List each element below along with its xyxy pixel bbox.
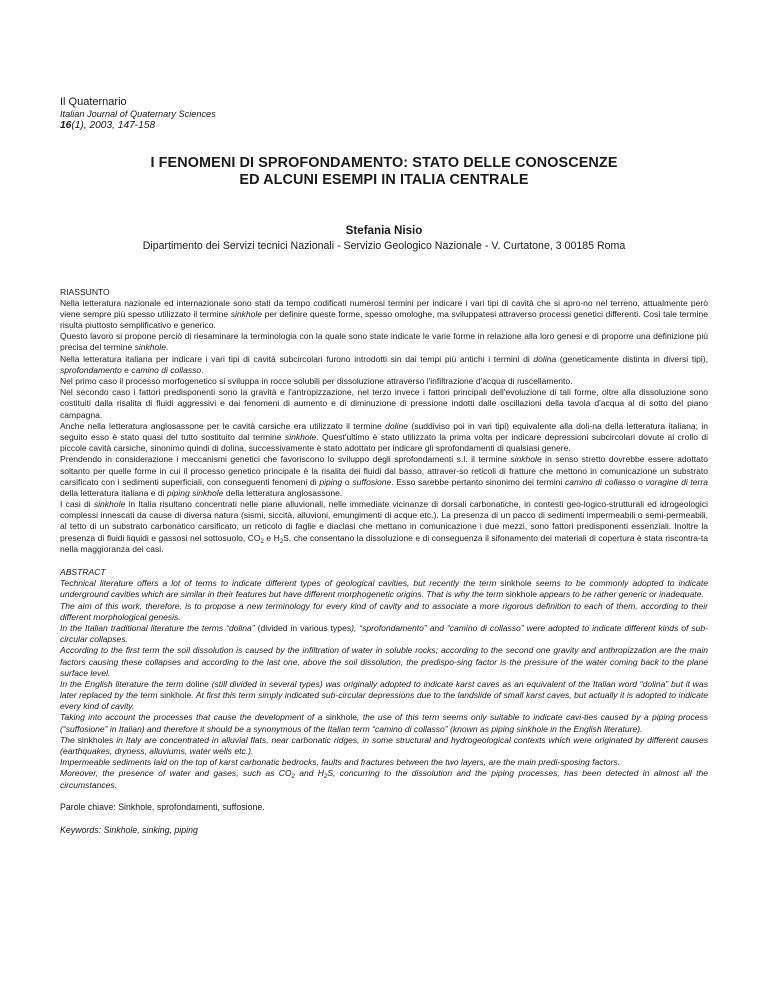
keywords-english: Keywords: Sinkhole, sinking, piping xyxy=(60,824,198,835)
riassunto-paragraph-3: Nella letteratura italiana per indicare i vari tipi di cavità subcircolari furono introdotti sin dai tempi più antichi i termini di dolina (geneticamente distinta in diversi tipi), sprofondamento e camino di collasso. xyxy=(60,353,708,375)
paper-title-line-2: ED ALCUNI ESEMPI IN ITALIA CENTRALE xyxy=(239,172,529,188)
journal-issue-pages: (1), 2003, 147-158 xyxy=(71,120,156,131)
riassunto-paragraph-1: Nella letteratura nazionale ed internazionale sono stati da tempo codificati numerosi termini per indicare i vari tipi di cavità che si apro-no nel terreno, attualmente però viene sempre più spesso utilizzato il termine sinkhole per definire queste forme, spesso omologhe, ma sviluppatesi attraverso processi genetici differenti. Così tale termine risulta piuttosto semplificativo e generico. xyxy=(60,297,708,331)
riassunto-heading: RIASSUNTO xyxy=(60,286,110,297)
journal-volume: 16 xyxy=(60,120,72,131)
author-affiliation: Dipartimento dei Servizi tecnici Nazionali - Servizio Geologico Nazionale - V. Curtatone, 3 00185 Roma xyxy=(142,239,626,252)
paper-title xyxy=(60,155,708,190)
riassunto-paragraph-6: Anche nella letteratura anglosassone per le cavità carsiche era utilizzato il termine doline (suddiviso poi in vari tipi) equivalente alla doli-na della letteratura italiana; in seguito esso è stato quasi del tutto sostituito dal termine sinkhole. Quest'ultimo è stato utilizzato la prima volta per indicare depressioni subcircolari dovute al crollo di piccole cavità carsiche, sinonimo quindi di dolina, successivamente è stato adottato per indicare gli sprofondamenti di qualsiasi genere. xyxy=(60,420,708,454)
abstract-paragraph-2: The aim of this work, therefore, is to propose a new terminology for every kind of cavity and to associate a more rigorous definition to each of them, according to their different morphological genesis. xyxy=(60,600,708,622)
abstract-heading: ABSTRACT xyxy=(60,567,106,577)
abstract-paragraph-7: The sinkholes in Italy are concentrated in alluvial flats, near carbonatic ridges, in some structural and hydrogeological contexts which were originated by different causes (earthquakes, dryness, alluviums, water wells etc.). xyxy=(60,734,708,756)
paper-title-line-1: I FENOMENI DI SPROFONDAMENTO: STATO DELLE CONOSCENZE xyxy=(150,154,618,171)
author-name: Stefania Nisio xyxy=(345,223,423,237)
abstract-paragraph-8: Impermeable sediments laid on the top of karst carbonatic bedrocks, faults and fractures between the two layers, are the main predi-sposing factors. xyxy=(60,757,621,768)
abstract-section xyxy=(60,567,708,791)
abstract-paragraph-1: Technical literature offers a lot of terms to indicate different types of geological cavities, but recently the term sinkhole seems to be commonly adopted to indicate underground cavities which are similar in their features but have different morphogenetic origins. That is why the term sinkhole appears to be rather generic or inadequate. xyxy=(60,578,708,600)
riassunto-paragraph-4: Nel primo caso il processo morfogenetico si sviluppa in rocce solubili per dissoluzione attraverso l'infiltrazione d'acqua di ruscellamento. xyxy=(60,376,573,386)
abstract-paragraph-3: In the Italian traditional literature the terms “dolina” (divided in various types), “sprofondamento” and “camino di collasso” were adopted to indicate different kinds of sub-circular collapses. xyxy=(60,622,708,645)
keywords-italian: Parole chiave: Sinkhole, sprofondamenti, suffosione. xyxy=(60,801,265,812)
riassunto-section xyxy=(60,287,708,556)
abstract-paragraph-9: Moreover, the presence of water and gases, such as $CO_2$ and $H_2S$, concurring to the dissolution and the piping processes, has been detected in almost all the circumstances. xyxy=(60,768,708,790)
abstract-paragraph-6: Taking into account the processes that cause the development of a sinkhole, the use of this term seems only suitable to indicate cavi-ties caused by a piping process (“suffosione” in Italian) and therefore it should be a synonymous of the Italian term “camino di collasso” (known as piping sinkhole in the English literature). xyxy=(60,712,709,734)
abstract-paragraph-5: In the English literature the term doline (still divided in several types) was originally adopted to indicate karst caves as an equivalent of the Italian word “dolina” but it was later replaced by the term sinkhole. At first this term simply indicated sub-circular depressions due to the landslide of small karst caves, but actually it is adopted to indicate every kind of cavity. xyxy=(60,678,709,712)
riassunto-paragraph-7: Prendendo in considerazione i meccanismi genetici che favoriscono lo sviluppo degli sprofondamenti s.l. il termine sinkhole in senso stretto dovrebbe essere adottato soltanto per quelle forme in cui il processo genetico principale è la risalita dei fluidi dal basso, attraver-so reticoli di fratture che mettono in comunicazione un substrato carsificato con i sedimenti superficiali, con conseguenti fenomeni di piping o suffosione. Esso sarebbe pertanto sinonimo dei termini camino di collasso o voragine di terra della letteratura italiana e di piping sinkhole della letteratura anglosassone. xyxy=(60,454,708,498)
journal-subtitle: Italian Journal of Quaternary Sciences xyxy=(60,109,216,119)
journal-issue xyxy=(60,120,708,133)
journal-header xyxy=(60,96,708,133)
abstract-paragraph-4: According to the first term the soil dissolution is caused by the infiltration of water in soluble rocks; according to the second one gravity and anthropizzation are the main factors causing these collapses and according to the last one, above the soil dissolution, the predispo-sing factor is the pressure of the water coming back to the plane surface level. xyxy=(60,645,708,678)
riassunto-paragraph-5: Nel secondo caso i fattori predisponenti sono la gravità e l'antropizzazione, nel terzo invece i fattori principali dell'evoluzione di tali forme, oltre alla dissoluzione sono costituiti dalla risalita di fluidi aggressivi e dai fenomeni di aumento e di diminuzione di pressione indotti dalle oscillazioni della tavola d'acqua al di sotto del piano campagna. xyxy=(60,387,708,420)
riassunto-paragraph-2: Questo lavoro si propone perciò di riesaminare la terminologia con la quale sono state indicate le varie forme in relazione alla loro genesi e di proporre una definizione più precisa del termine sinkhole. xyxy=(60,331,708,353)
riassunto-paragraph-8: I casi di sinkhole in Italia risultano concentrati nelle piane alluvionali, nelle immediate vicinanze di dorsali carbonatiche, in contesti geo-logico-strutturali ed idrogeologici complessi innescati da cause di diversa natura (sismi, siccità, alluvioni, emungimenti di acque etc.). La presenza di un pacco di sedimenti impermeabili o semi-permeabili, al tetto di un substrato carbonatico carsificato, un reticolo di faglie e diaclasi che mettano in comunicazione i due mezzi, sono fattori predisponenti essenziali. Inoltre la presenza di fluidi liquidi e gassosi nel sottosuolo, $CO_2$ e $H_2S$, che consentano la dissoluzione e di conseguenza il sifonamento dei materiali di copertura è stata riscontra-ta nella maggioranza dei casi. xyxy=(60,499,708,554)
journal-name: Il Quaternario xyxy=(60,96,127,108)
